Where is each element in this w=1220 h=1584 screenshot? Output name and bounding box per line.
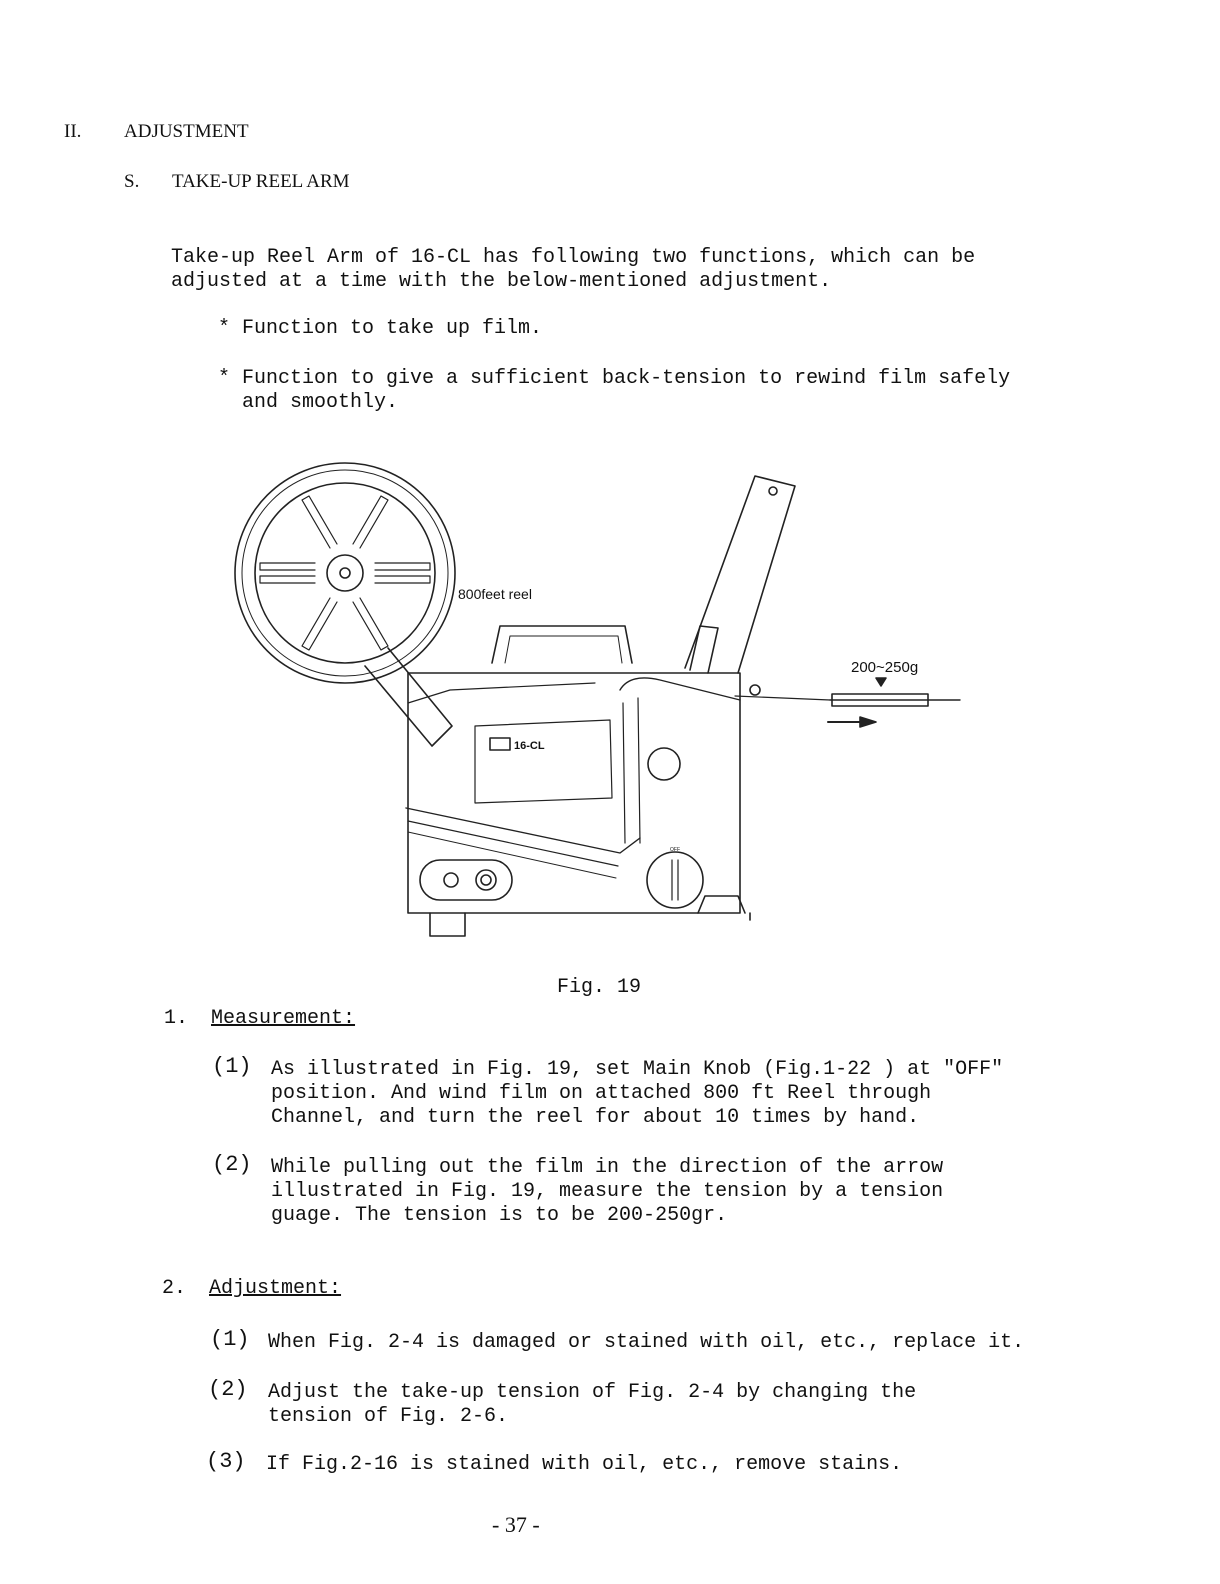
item-number: (2) <box>212 1152 252 1177</box>
model-label: 16-CL <box>514 740 545 752</box>
bullet-star: * <box>218 317 231 340</box>
gauge-pointer-icon <box>876 678 886 686</box>
function-line: Function to take up film. <box>242 317 543 340</box>
section-number: II. <box>64 121 82 142</box>
projector-illustration <box>220 458 980 948</box>
tension-lever <box>685 476 795 673</box>
subsection-title: TAKE-UP REEL ARM <box>172 171 350 192</box>
item-line: If Fig.2-16 is stained with oil, etc., remove stains. <box>266 1453 903 1476</box>
adjustment-heading: Adjustment: <box>209 1277 342 1300</box>
item-line: position. And wind film on attached 800 ft Reel through <box>271 1082 932 1105</box>
subsection-number: S. <box>124 171 140 192</box>
item-line: Channel, and turn the reel for about 10 times by hand. <box>271 1106 920 1129</box>
item-number: (1) <box>212 1054 252 1079</box>
item-line: As illustrated in Fig. 19, set Main Knob (Fig.1-22 ) at "OFF" <box>271 1058 1004 1081</box>
measurement-heading: Measurement: <box>211 1007 356 1030</box>
main-knob <box>647 852 703 908</box>
bullet-star: * <box>218 367 231 390</box>
item-line: guage. The tension is to be 200-250gr. <box>271 1204 728 1227</box>
adjustment-number: 2. <box>162 1277 187 1300</box>
reel-label: 800feet reel <box>458 586 532 602</box>
page-number: - 37 - <box>492 1512 540 1537</box>
intro-line-2: adjusted at a time with the below-mentioned adjustment. <box>171 270 832 293</box>
tension-label: 200~250g <box>851 659 919 676</box>
knob-label: OFF <box>670 847 680 853</box>
film-reel <box>235 463 455 683</box>
item-number: (2) <box>208 1377 248 1402</box>
measurement-number: 1. <box>164 1007 189 1030</box>
function-line: and smoothly. <box>242 391 399 414</box>
intro-line-1: Take-up Reel Arm of 16-CL has following two functions, which can be <box>171 246 976 269</box>
function-line: Function to give a sufficient back-tension to rewind film safely <box>242 367 1011 390</box>
item-line: While pulling out the film in the direction of the arrow <box>271 1156 944 1179</box>
item-line: tension of Fig. 2-6. <box>268 1405 509 1428</box>
item-number: (1) <box>210 1327 250 1352</box>
item-number: (3) <box>206 1449 246 1474</box>
section-title: ADJUSTMENT <box>124 121 249 142</box>
item-line: Adjust the take-up tension of Fig. 2-4 by changing the <box>268 1381 917 1404</box>
item-line: When Fig. 2-4 is damaged or stained with oil, etc., replace it. <box>268 1331 1025 1354</box>
item-line: illustrated in Fig. 19, measure the tension by a tension <box>271 1180 944 1203</box>
figure-caption: Fig. 19 <box>557 976 642 999</box>
